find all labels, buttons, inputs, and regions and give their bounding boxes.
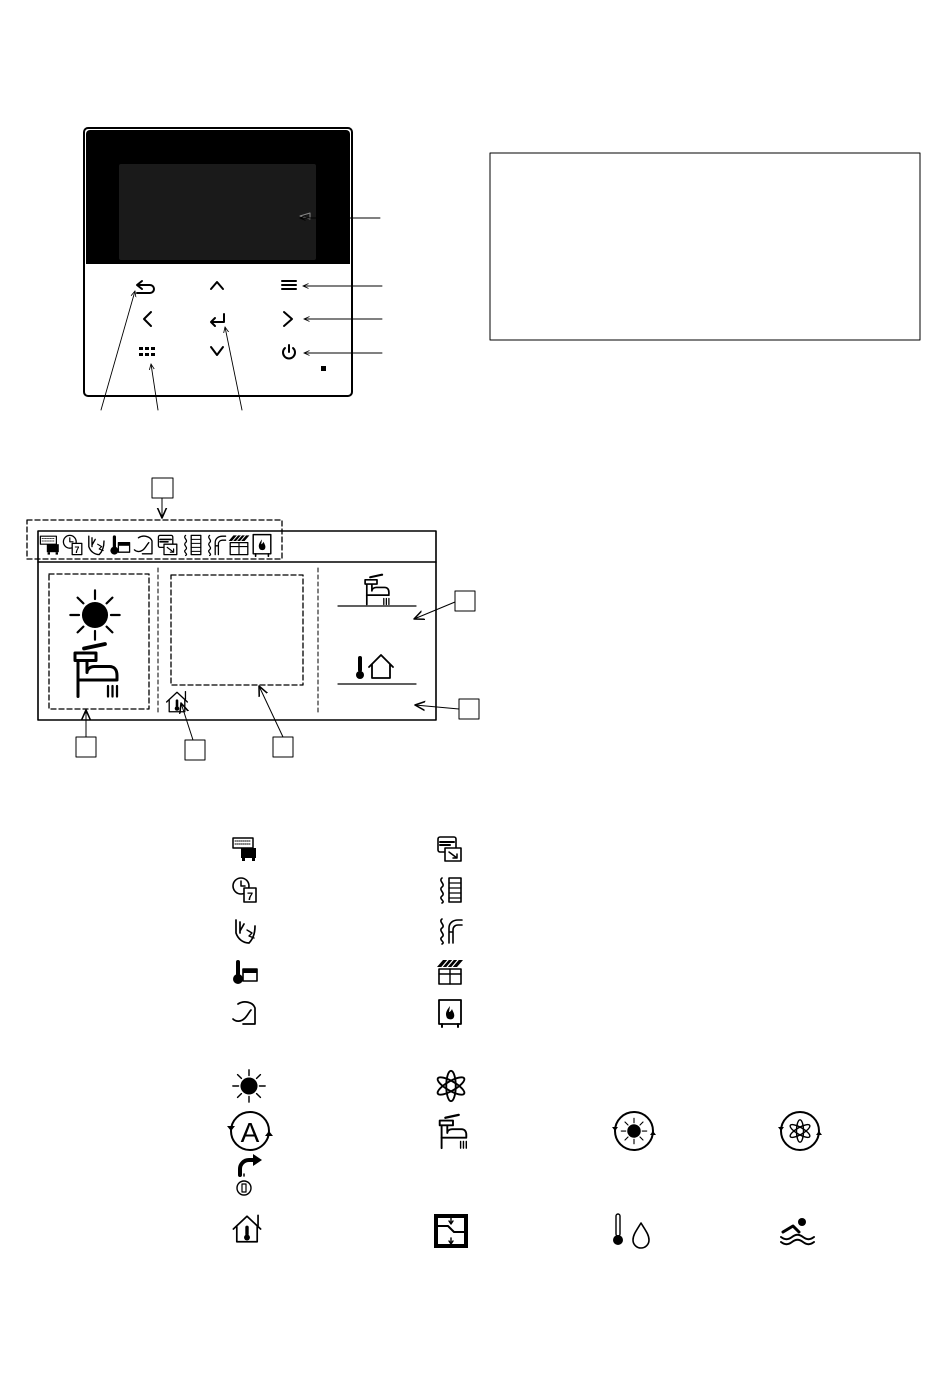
thermostat-icon <box>233 960 257 984</box>
svg-text:A: A <box>240 1117 260 1148</box>
legend-box <box>490 153 920 340</box>
hot-water-icon <box>365 575 389 605</box>
lcd-screen <box>119 164 316 260</box>
callout-box-5 <box>185 740 205 760</box>
heat-circle-icon <box>612 1112 656 1150</box>
solar-icon <box>229 535 250 554</box>
holiday-home-icon <box>158 535 176 554</box>
disinfect-icon <box>237 1154 262 1195</box>
holiday-away-icon <box>134 536 152 554</box>
room-temp-icon <box>167 692 188 712</box>
heat-mode-icon <box>233 1070 265 1102</box>
status-led <box>321 366 326 371</box>
solar-icon <box>437 960 463 984</box>
backup-heater-icon <box>441 878 461 903</box>
auto-mode-icon <box>227 1112 273 1150</box>
boiler-icon <box>439 1000 461 1027</box>
pump-icon <box>209 535 226 555</box>
room-temp-icon <box>233 1215 260 1241</box>
pump-icon <box>441 919 462 944</box>
callout-box-6 <box>273 737 293 757</box>
thermostat-icon <box>110 535 129 554</box>
holiday-home-icon <box>438 837 461 861</box>
wired-controller <box>84 128 352 396</box>
hot-water-icon <box>440 1115 467 1148</box>
callout-box-1 <box>152 478 173 498</box>
weekly-schedule-icon <box>63 535 81 555</box>
backup-heater-icon <box>185 535 201 555</box>
heat-mode-icon <box>70 590 119 639</box>
cool-circle-icon <box>778 1112 822 1150</box>
boiler-icon <box>253 535 271 557</box>
callout-box-3 <box>459 699 479 719</box>
room-temp-icon <box>356 655 393 679</box>
mode-area <box>49 574 149 709</box>
timer-icon <box>40 536 58 554</box>
info-area <box>171 575 303 685</box>
icon-legend <box>227 837 822 1248</box>
flow-switch-icon <box>434 1214 468 1248</box>
water-temp-icon <box>613 1214 649 1248</box>
weekly-schedule-icon <box>233 878 256 903</box>
callout-box-4 <box>76 737 96 757</box>
hot-water-icon <box>75 644 117 697</box>
quiet-mode-icon <box>89 536 104 554</box>
holiday-away-icon <box>233 1002 255 1024</box>
callout-box-2 <box>455 591 475 611</box>
timer-icon <box>233 838 256 861</box>
status-bar-icons <box>40 535 270 557</box>
quiet-mode-icon <box>236 920 255 943</box>
cool-mode-icon <box>435 1071 466 1101</box>
home-screen-diagram <box>27 478 479 760</box>
swimming-pool-icon <box>781 1218 814 1244</box>
